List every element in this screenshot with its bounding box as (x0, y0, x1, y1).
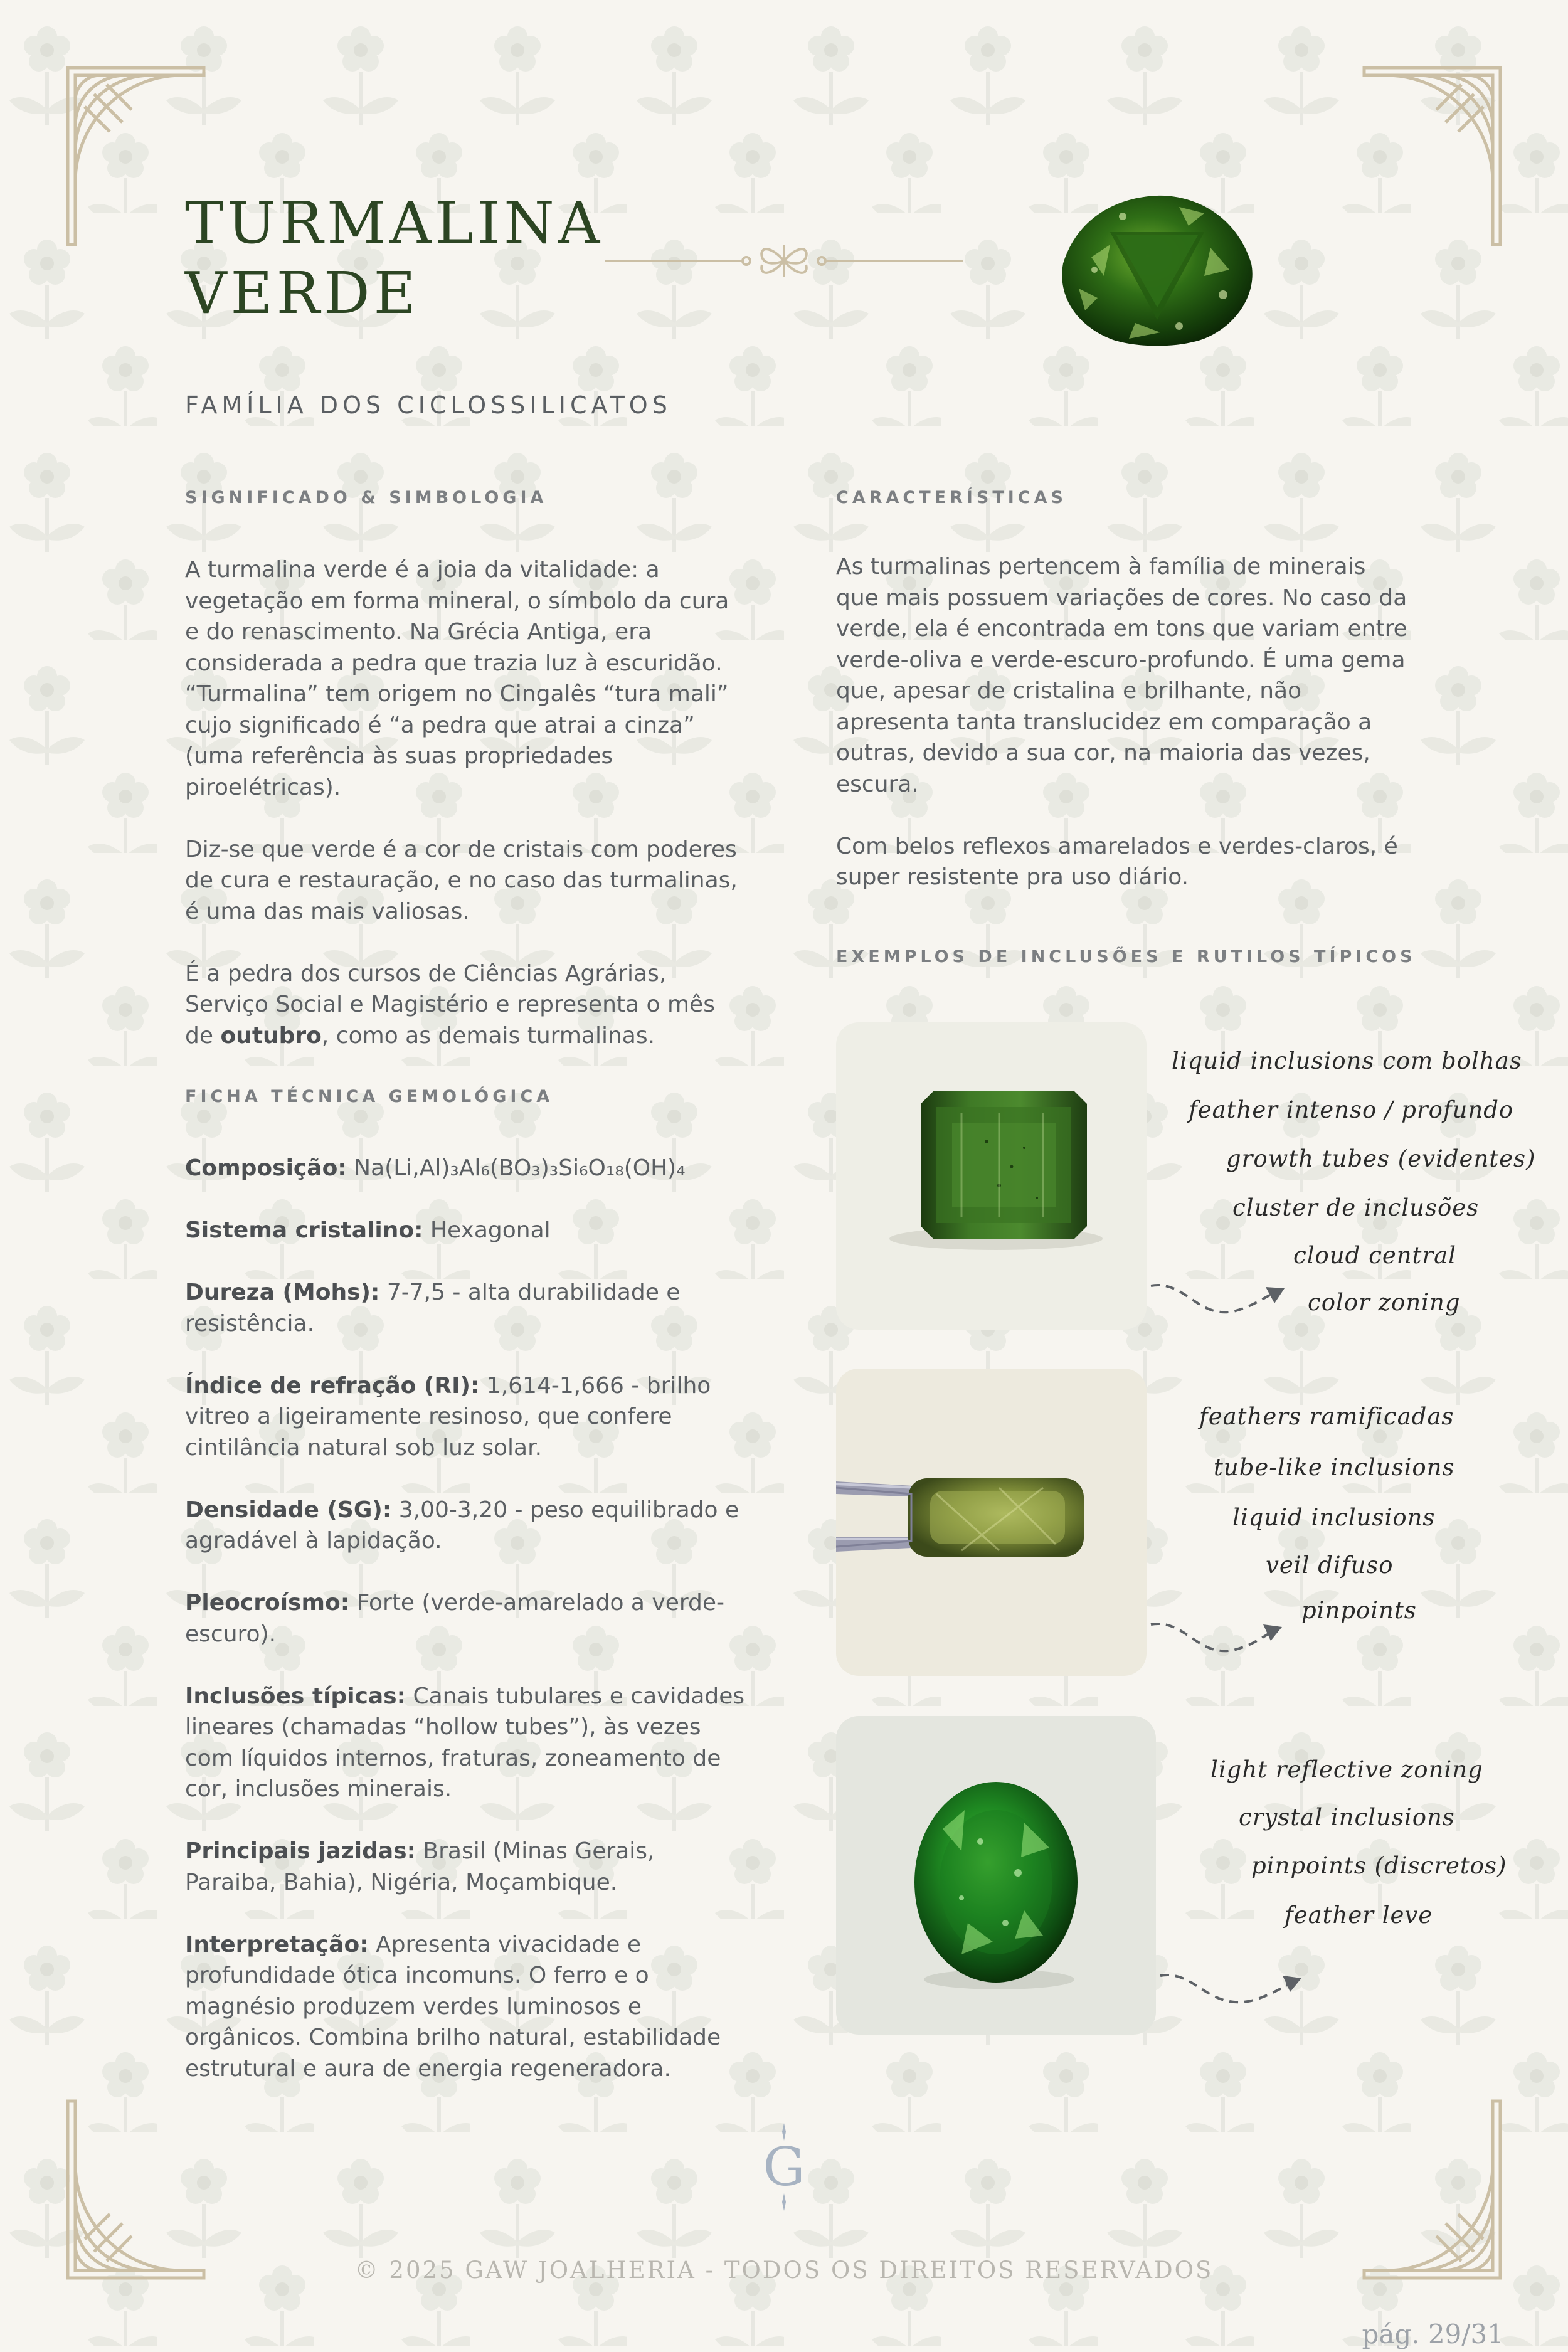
page-subtitle: FAMÍLIA DOS CICLOSSILICATOS (185, 391, 672, 419)
handwritten-note: cluster de inclusões (1232, 1194, 1480, 1221)
oval-cut-gem (836, 1716, 1156, 2035)
page-title (185, 188, 603, 329)
spec-indice-refracao (185, 1370, 750, 1464)
spec-value: Na(Li,Al)₃Al₆(BO₃)₃Si₆O₁₈(OH)₄ (354, 1155, 686, 1181)
brand-monogram (753, 2123, 815, 2211)
handwritten-note: crystal inclusions (1239, 1804, 1455, 1831)
section-heading-significado: SIGNIFICADO & SIMBOLOGIA (185, 488, 548, 507)
spec-label: Pleocroísmo: (185, 1590, 350, 1616)
spec-value: 7-7,5 - alta durabilidade e resistência. (185, 1279, 681, 1337)
spec-label: Composição: (185, 1155, 347, 1181)
spec-value: Apresenta vivacidade e profundidade ótica incomuns. O ferro e o magnésio produzem verdes luminosos e orgânicos. Combina brilho natural, estabilidade estrutural e aura de energia regeneradora. (185, 1931, 721, 2082)
ornament-corner-bottom-right (1317, 2095, 1505, 2283)
spec-value: 3,00-3,20 - peso equilibrado e agradável à lapidação. (185, 1496, 739, 1554)
handwritten-note: pinpoints (1301, 1597, 1417, 1624)
ficha-tecnica-list (185, 1153, 750, 2116)
spec-value: Hexagonal (430, 1217, 551, 1243)
title-divider-ornament (605, 238, 963, 282)
handwritten-note: cloud central (1293, 1242, 1457, 1269)
handwritten-note: light reflective zoning (1210, 1756, 1483, 1783)
significado-paragraph-2: Diz-se que verde é a cor de cristais com poderes de cura e restauração, e no caso das turmalinas, é uma das mais valiosas. (185, 836, 738, 924)
spec-label: Interpretação: (185, 1931, 369, 1957)
spec-value: Brasil (Minas Gerais, Paraiba, Bahia), Nigéria, Moçambique. (185, 1838, 655, 1895)
monogram-letter: G (763, 2136, 805, 2198)
spec-jazidas (185, 1836, 750, 1898)
significado-paragraph-3-end: , como as demais turmalinas. (321, 1022, 655, 1049)
spec-label: Densidade (SG): (185, 1496, 392, 1523)
handwritten-note: tube-like inclusions (1214, 1454, 1455, 1481)
emerald-cut-gem (836, 1022, 1147, 1330)
green-tourmaline-trillion-gem (1054, 188, 1261, 351)
section-heading-exemplos: EXEMPLOS DE INCLUSÕES E RUTILOS TÍPICOS (836, 947, 1416, 967)
title-line-1: TURMALINA (185, 189, 604, 257)
ornament-corner-bottom-left (63, 2095, 251, 2283)
ornament-corner-top-right (1317, 63, 1505, 251)
spec-densidade (185, 1495, 750, 1557)
significado-paragraph-3 (185, 958, 750, 1052)
spec-dureza (185, 1277, 750, 1339)
footer-copyright: © 2025 GAW JOALHERIA - TODOS OS DIREITOS RESERVADOS (354, 2257, 1214, 2284)
significado-paragraph-1: A turmalina verde é a joia da vitalidade: a vegetação em forma mineral, o símbolo da cura e do renascimento. Na Grécia Antiga, era considerada a pedra que trazia luz à escuridão. “Turmalina” tem origem no Cingalês “tura mali” cujo significado é “a pedra que atrai a cinza” (uma referência às suas propriedades piroelétricas). (185, 557, 729, 800)
inclusion-photo-1 (836, 1022, 1147, 1330)
cushion-cut-gem-in-tweezers (836, 1369, 1147, 1676)
caracteristicas-paragraph-1: As turmalinas pertencem à família de minerais que mais possuem variações de cores. No caso da verde, ela é encontrada em tons que variam entre verde-oliva e verde-escuro-profundo. É uma gema que, apesar de cristalina e brilhante, não apresenta tanta translucidez em comparação a outras, devido a sua cor, na maioria das vezes, escura. (836, 554, 1407, 797)
spec-label: Sistema cristalino: (185, 1217, 423, 1243)
dashed-arrow-icon (1157, 1957, 1320, 2020)
handwritten-note: veil difuso (1266, 1552, 1394, 1579)
spec-inclusoes (185, 1681, 750, 1805)
spec-value: 1,614-1,666 - brilho vitreo a ligeiramente resinoso, que confere cintilância natural sob luz solar. (185, 1372, 711, 1461)
section-heading-caracteristicas: CARACTERÍSTICAS (836, 488, 1067, 507)
spec-value: Canais tubulares e cavidades lineares (chamadas “hollow tubes”), às vezes com líquidos internos, fraturas, zoneamento de cor, inclusões minerais. (185, 1683, 745, 1802)
handwritten-note: feathers ramificadas (1199, 1403, 1454, 1430)
spec-interpretacao (185, 1929, 750, 2085)
inclusion-photo-2 (836, 1369, 1147, 1676)
section-heading-ficha: FICHA TÉCNICA GEMOLÓGICA (185, 1087, 554, 1106)
handwritten-note: color zoning (1308, 1289, 1461, 1316)
spec-composicao (185, 1153, 750, 1184)
handwritten-note: pinpoints (discretos) (1251, 1852, 1507, 1879)
significado-month-highlight: outubro (220, 1022, 322, 1049)
dashed-arrow-icon (1148, 1267, 1298, 1330)
inclusion-photo-3 (836, 1716, 1156, 2035)
dashed-arrow-icon (1148, 1606, 1298, 1668)
spec-sistema (185, 1215, 750, 1246)
handwritten-note: growth tubes (evidentes) (1226, 1145, 1536, 1172)
handwritten-note: feather intenso / profundo (1189, 1096, 1514, 1123)
significado-paragraph-3-text: É a pedra dos cursos de Ciências Agrárias, Serviço Social e Magistério e representa o mês de (185, 960, 715, 1049)
spec-label: Principais jazidas: (185, 1838, 416, 1864)
spec-value: Forte (verde-amarelado a verde-escuro). (185, 1590, 725, 1647)
spec-label: Dureza (Mohs): (185, 1279, 380, 1305)
handwritten-note: liquid inclusions (1232, 1504, 1436, 1531)
spec-label: Índice de refração (RI): (185, 1372, 480, 1399)
significado-body (185, 554, 750, 1083)
caracteristicas-paragraph-2: Com belos reflexos amarelados e verdes-claros, é super resistente pra uso diário. (836, 833, 1398, 890)
page-number: pág. 29/31 (1362, 2319, 1504, 2349)
handwritten-note: feather leve (1285, 1902, 1433, 1929)
title-line-2: VERDE (185, 260, 420, 327)
caracteristicas-body (836, 551, 1413, 924)
handwritten-note: liquid inclusions com bolhas (1172, 1047, 1522, 1074)
spec-pleocroismo (185, 1587, 750, 1650)
spec-label: Inclusões típicas: (185, 1683, 406, 1709)
